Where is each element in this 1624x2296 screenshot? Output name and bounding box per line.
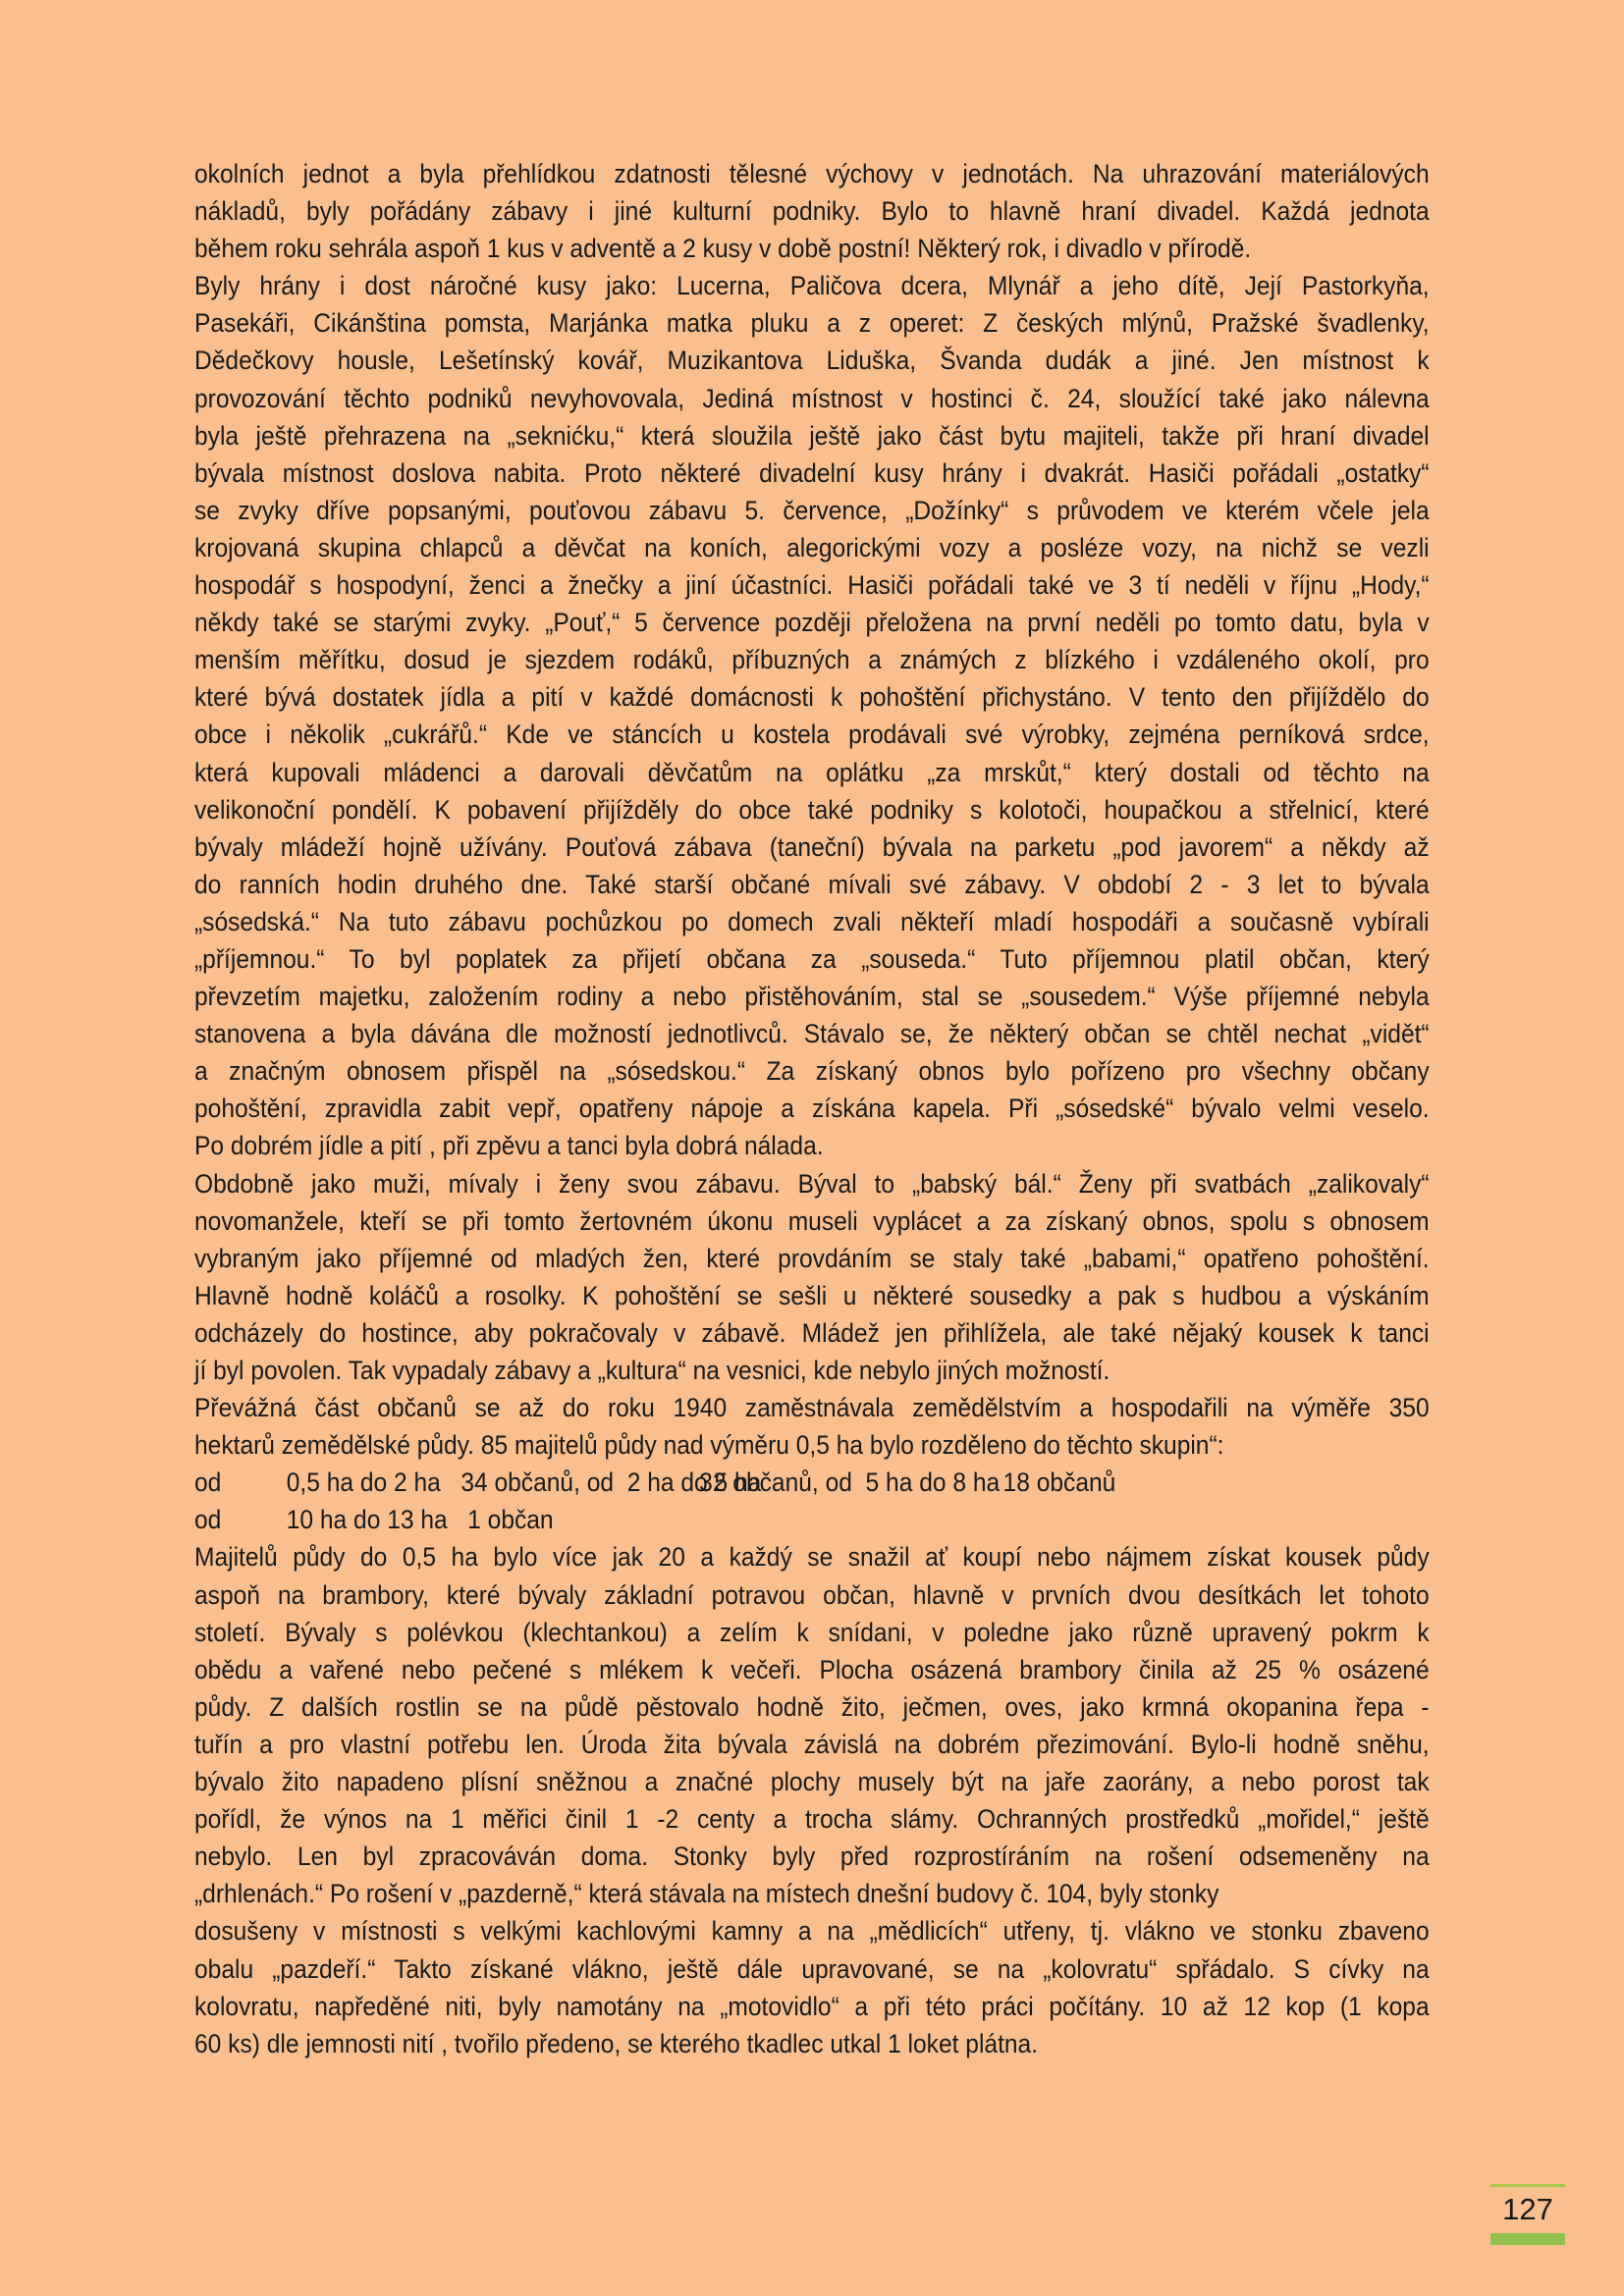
text-line: Hlavně hodně koláčů a rosolky. K pohoštění se sešli u některé sousedky a pak s hudbou a výskáním — [194, 1280, 1430, 1310]
text-line: nebylo. Len byl zpracováván doma. Stonky byly před rozprostíráním na rošení odsemeněny na — [194, 1842, 1430, 1872]
text-line: „příjemnou.“ To byl poplatek za přijetí občana za „souseda.“ Tuto příjemnou platil občan, který — [194, 943, 1430, 974]
document-body — [194, 155, 1430, 2062]
text-line: dosušeny v místnosti s velkými kachlovými kamny a na „mědlicích“ utřeny, tj. vlákno ve stonku zbaveno — [194, 1916, 1430, 1947]
text-line: půdy. Z dalších rostlin se na půdě pěstovalo hodně žito, ječmen, oves, jako krmná okopanina řepa - — [194, 1691, 1430, 1722]
page-number: 127 — [1502, 2192, 1553, 2226]
text-line: stanovena a byla dávána dle možností jednotlivců. Stávalo se, že některý občan se chtěl nechat „vidět“ — [194, 1019, 1430, 1049]
text-line: 60 ks) dle jemnosti nití , tvořilo předeno, se kterého tkadlec utkal 1 loket plátna. — [194, 2028, 1039, 2058]
text-line: bývala místnost doslova nabita. Proto některé divadelní kusy hrány i dvakrát. Hasiči pořádali „ostatky“ — [194, 457, 1430, 488]
text-line: někdy také se starými zvyky. „Pouť,“ 5 července později přeložena na první neděli po tomto datu, byla v — [194, 608, 1430, 638]
table-cell: od — [194, 1468, 222, 1498]
table-cell: 10 ha do 13 ha 1 občan — [286, 1505, 554, 1535]
footer-rule-top — [1490, 2184, 1565, 2187]
text-line: bývaly mládeží hojně užívány. Pouťová zábava (taneční) bývala na parketu „pod javorem“ a někdy až — [194, 831, 1430, 862]
text-line: Dědečkovy housle, Lešetínský kovář, Muzikantova Liduška, Švanda dudák a jiné. Jen místnost k — [194, 346, 1430, 376]
page-number-block — [1490, 2184, 1565, 2245]
text-line: do ranních hodin druhého dne. Také starší občané mívali své zábavy. V období 2 - 3 let to bývala — [194, 869, 1430, 899]
text-line: obalu „pazdeří.“ Takto získané vlákno, ještě dále upravované, se na „kolovratu“ spřádalo. S cívky na — [194, 1953, 1430, 1984]
text-line: obce i několik „cukrářů.“ Kde ve stáncích u kostela prodávali své výrobky, zejména perníková srdce, — [194, 720, 1430, 750]
text-line: během roku sehrála aspoň 1 kus v adventě a 2 kusy v době postní! Některý rok, i divadlo v přírodě. — [194, 234, 1252, 264]
text-line: „drhlenách.“ Po rošení v „pazderně,“ která stávala na místech dnešní budovy č. 104, byly stonky — [194, 1879, 1219, 1909]
text-line: Byly hrány i dost náročné kusy jako: Lucerna, Paličova dcera, Mlynář a jeho dítě, Její Pastorkyňa, — [194, 271, 1430, 301]
text-line: obědu a vařené nebo pečené s mlékem k večeři. Plocha osázená brambory činila až 25 % osázené — [194, 1654, 1430, 1684]
text-line: převzetím majetku, založením rodiny a nebo přistěhováním, stal se „sousedem.“ Výše příjemné nebyla — [194, 982, 1430, 1012]
text-line: krojovaná skupina chlapců a děvčat na koních, alegorickými vozy a posléze vozy, na nichž se vezli — [194, 532, 1430, 562]
text-line: Obdobně jako muži, mívaly i ženy svou zábavu. Býval to „babský bál.“ Ženy při svatbách „zalikovaly“ — [194, 1168, 1430, 1199]
text-line: novomanžele, kteří se při tomto žertovném úkonu museli vyplácet a za získaný obnos, spolu s obnosem — [194, 1205, 1430, 1236]
text-line: se zvyky dříve popsanými, pouťovou zábavu 5. července, „Dožínky“ s průvodem ve kterém včele jela — [194, 495, 1430, 525]
text-line: Po dobrém jídle a pití , při zpěvu a tanci byla dobrá nálada. — [194, 1131, 824, 1161]
text-line: a značným obnosem přispěl na „sósedskou.“ Za získaný obnos bylo pořízeno pro všechny občany — [194, 1056, 1430, 1087]
text-line: vybraným jako příjemné od mladých žen, které provdáním se staly také „babami,“ opatřeno pohoštění. — [194, 1243, 1430, 1273]
text-line: „sósedská.“ Na tuto zábavu pochůzkou po domech zvali někteří mladí hospodáři a současně vybírali — [194, 906, 1430, 936]
text-line: provozování těchto podniků nevyhovovala, Jediná místnost v hostinci č. 24, sloužící také jako nálevna — [194, 383, 1430, 413]
text-line: pohoštění, zpravidla zabit vepř, opatřeny nápoje a získána kapela. Při „sósedské“ bývalo velmi veselo. — [194, 1094, 1430, 1124]
text-line: Pasekáři, Cikánština pomsta, Marjánka matka pluku a z operet: Z českých mlýnů, Pražské švadlenky, — [194, 308, 1430, 339]
table-cell: 0,5 ha do 2 ha 34 občanů, od 2 ha do 5 ha — [286, 1468, 762, 1498]
text-line: hospodář s hospodyní, ženci a žnečky a jiní účastníci. Hasiči pořádali také ve 3 tí neděli v říjnu „Hody,“ — [194, 570, 1430, 601]
text-line: které bývá dostatek jídla a pití v každé domácnosti k pohoštění přichystáno. V tento den přijíždělo do — [194, 682, 1430, 713]
text-line: kolovratu, napředěné niti, byly namotány na „motovidlo“ a při této práci počítány. 10 až 12 kop (1 kopa — [194, 1991, 1430, 2021]
text-line: menším měřítku, dosud je sjezdem rodáků, příbuzných a známých z blízkého i vzdáleného okolí, pro — [194, 645, 1430, 675]
land-table-row — [194, 1464, 1430, 1501]
text-line: bývalo žito napadeno plísní sněžnou a značné plochy musely být na jaře zaorány, a nebo porost tak — [194, 1767, 1430, 1797]
text-line: okolních jednot a byla přehlídkou zdatnosti tělesné výchovy v jednotách. Na uhrazování materiálových — [194, 159, 1430, 188]
table-cell: od — [194, 1505, 222, 1535]
text-line: velikonoční pondělí. K pobavení přijížděly do obce také podniky s kolotoči, houpačkou a střelnicí, které — [194, 794, 1430, 825]
text-line: Majitelů půdy do 0,5 ha bylo více jak 20 a každý se snažil ať koupí nebo nájmem získat kousek půdy — [194, 1542, 1430, 1573]
text-line: Převážná část občanů se až do roku 1940 zaměstnávala zemědělstvím a hospodařili na výměře 350 — [194, 1393, 1430, 1423]
text-line: hektarů zemědělské půdy. 85 majitelů půdy nad výměru 0,5 ha bylo rozděleno do těchto skupin“: — [194, 1430, 1224, 1461]
text-line: století. Bývaly s polévkou (klechtankou) a zelím k snídani, v poledne jako různě upravený pokrm k — [194, 1617, 1430, 1647]
text-line: byla ještě přehrazena na „seknićku,“ která sloužila ještě jako část bytu majiteli, takže při hraní divadel — [194, 420, 1430, 451]
text-line: nákladů, byly pořádány zábavy i jiné kulturní podniky. Bylo to hlavně hraní divadel. Každá jednota — [194, 196, 1430, 227]
table-cell: 18 občanů — [1002, 1468, 1116, 1498]
text-line: jí byl povolen. Tak vypadaly zábavy a „kultura“ na vesnici, kde nebylo jiných možností. — [194, 1356, 1110, 1385]
text-line: odcházely do hostince, aby pokračovaly v zábavě. Mládež jen přihlížela, ale také nějaký kousek k tanci — [194, 1317, 1430, 1348]
text-line: která kupovali mládenci a darovali děvčatům na oplátku „za mrskůt,“ který dostali od těchto na — [194, 757, 1430, 787]
footer-rule-bottom — [1490, 2233, 1565, 2245]
text-line: aspoň na brambory, které bývaly základní potravou občan, hlavně v prvních dvou desítkách let tohoto — [194, 1579, 1430, 1610]
text-line: tuřín a pro vlastní potřebu len. Úroda žita bývala závislá na dobrém přezimování. Bylo-li hodně sněhu, — [194, 1729, 1430, 1759]
table-cell: 32 občanů, od 5 ha do 8 ha — [699, 1468, 1001, 1498]
text-line: pořídl, že výnos na 1 měřici činil 1 -2 centy a trocha slámy. Ochranných prostředků „mořidel,“ ještě — [194, 1804, 1430, 1835]
land-table-row — [194, 1501, 1430, 1538]
